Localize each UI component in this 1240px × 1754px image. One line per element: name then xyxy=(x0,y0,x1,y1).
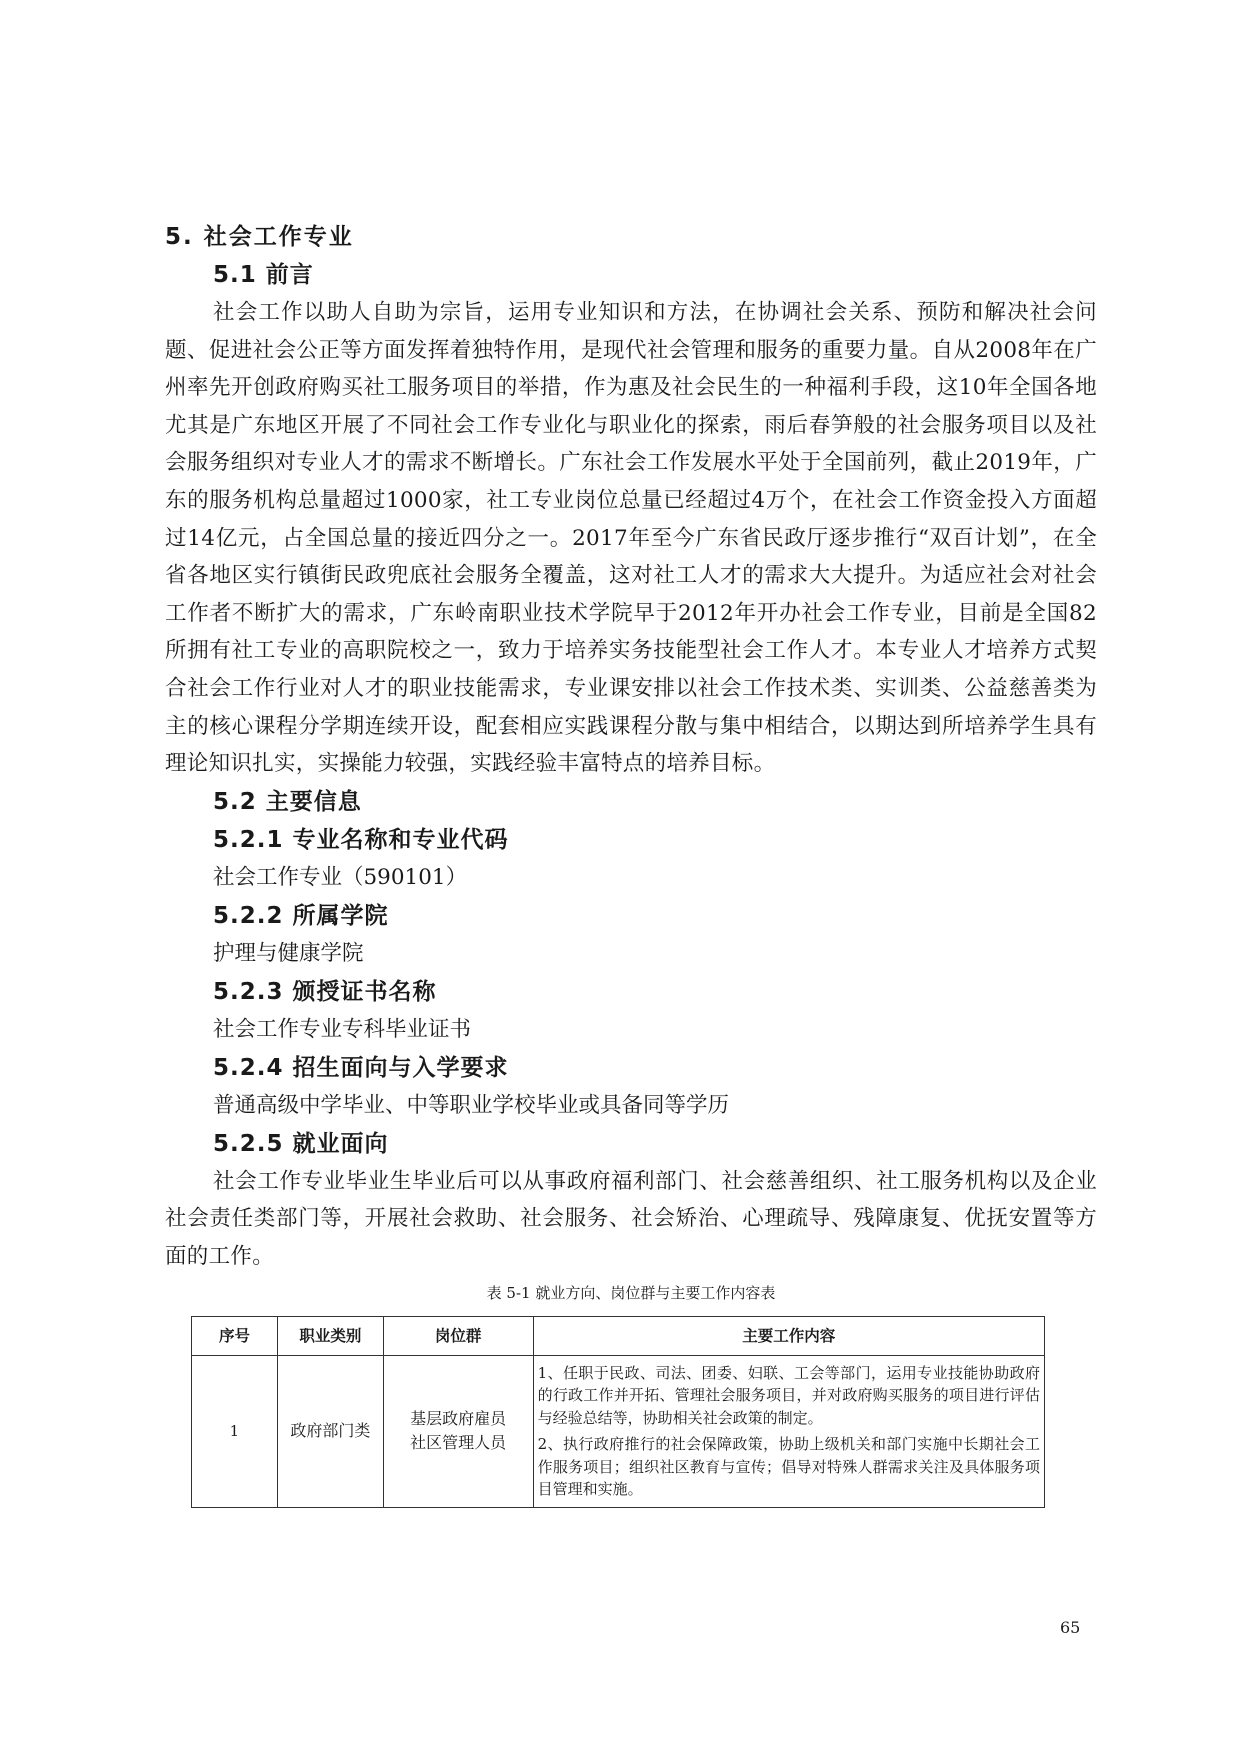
preface-paragraph: 社会工作以助人自助为宗旨，运用专业知识和方法，在协调社会关系、预防和解决社会问题、促进社会公正等方面发挥着独特作用，是现代社会管理和服务的重要力量。自从2008年在广州率先开创政府购买社工服务项目的举措，作为惠及社会民生的一种福利手段，这10年全国各地尤其是广东地区开展了不同社会工作专业化与职业化的探索，雨后春笋般的社会服务项目以及社会服务组织对专业人才的需求不断增长。广东社会工作发展水平处于全国前列，截止2019年，广东的服务机构总量超过1000家，社工专业岗位总量已经超过4万个，在社会工作资金投入方面超过14亿元，占全国总量的接近四分之一。2017年至今广东省民政厅逐步推行“双百计划”，在全省各地区实行镇街民政兜底社会服务全覆盖，这对社工人才的需求大大提升。为适应社会对社会工作者不断扩大的需求，广东岭南职业技术学院早于2012年开办社会工作专业，目前是全国82所拥有社工专业的高职院校之一，致力于培养实务技能型社会工作人才。本专业人才培养方式契合社会工作行业对人才的职业技能需求，专业课安排以社会工作技术类、实训类、公益慈善类为主的核心课程分学期连续开设，配套相应实践课程分散与集中相结合，以期达到所培养学生具有理论知识扎实，实操能力较强，实践经验丰富特点的培养目标。 xyxy=(165,300,1097,777)
name-code-value: 社会工作专业（590101） xyxy=(213,864,468,890)
college-heading: 5.2.2 所属学院 xyxy=(213,902,389,929)
header-work: 主要工作内容 xyxy=(533,1316,1044,1355)
section-title: 5. 社会工作专业 xyxy=(165,224,354,250)
row-group xyxy=(383,1355,533,1507)
row-category: 政府部门类 xyxy=(277,1355,383,1507)
table-header-row xyxy=(192,1316,1045,1355)
preface-heading: 5.1 前言 xyxy=(213,262,314,288)
row-work xyxy=(533,1355,1044,1507)
certificate-heading: 5.2.3 颁授证书名称 xyxy=(213,978,437,1005)
header-category: 职业类别 xyxy=(277,1316,383,1355)
admission-value: 普通高级中学毕业、中等职业学校毕业或具备同等学历 xyxy=(213,1092,730,1118)
row-group-line: 社区管理人员 xyxy=(410,1433,507,1452)
page-number: 65 xyxy=(1060,1618,1081,1637)
employment-paragraph: 社会工作专业毕业生毕业后可以从事政府福利部门、社会慈善组织、社工服务机构以及企业社会责任类部门等，开展社会救助、社会服务、社会矫治、心理疏导、残障康复、优抚安置等方面的工作。 xyxy=(165,1168,1097,1269)
name-code-heading: 5.2.1 专业名称和专业代码 xyxy=(213,826,509,853)
row-work-item: 2、执行政府推行的社会保障政策，协助上级机关和部门实施中长期社会工作服务项目；组织社区教育与宣传；倡导对特殊人群需求关注及具体服务项目管理和实施。 xyxy=(537,1435,1040,1498)
admission-heading: 5.2.4 招生面向与入学要求 xyxy=(213,1054,509,1081)
row-group-line: 基层政府雇员 xyxy=(410,1409,507,1428)
main-info-heading: 5.2 主要信息 xyxy=(213,788,362,815)
table-caption: 表 5-1 就业方向、岗位群与主要工作内容表 xyxy=(486,1283,776,1302)
employment-heading: 5.2.5 就业面向 xyxy=(213,1130,389,1157)
college-value: 护理与健康学院 xyxy=(213,940,364,966)
page-content xyxy=(165,218,1097,1508)
certificate-value: 社会工作专业专科毕业证书 xyxy=(213,1016,472,1042)
table-row xyxy=(192,1355,1045,1507)
header-num: 序号 xyxy=(192,1316,278,1355)
employment-table xyxy=(191,1316,1045,1508)
header-group: 岗位群 xyxy=(383,1316,533,1355)
row-work-item: 1、任职于民政、司法、团委、妇联、工会等部门，运用专业技能协助政府的行政工作并开拓、管理社会服务项目，并对政府购买服务的项目进行评估与经验总结等，协助相关社会政策的制定。 xyxy=(537,1363,1040,1427)
row-num: 1 xyxy=(192,1355,278,1507)
